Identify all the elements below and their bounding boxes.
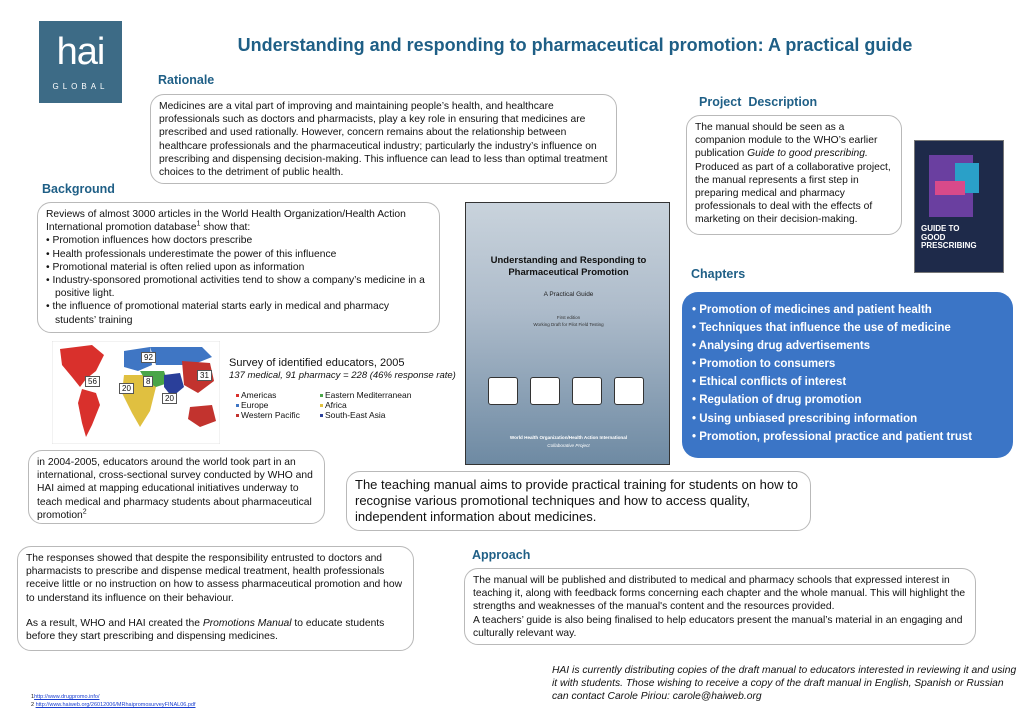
map-count-eastern-mediterranean: 8 [143, 376, 153, 387]
list-item: • Health professionals underestimate the power of this influence [46, 248, 431, 261]
aim-box: The teaching manual aims to provide practical training for students on how to recognise various promotional techniques and how to access quality, independent information about medicines. [346, 471, 811, 531]
map-count-western-pacific: 31 [197, 370, 212, 381]
background-intro: Reviews of almost 3000 articles in the World Health Organization/Health Action International promotion database$^1$ show that: [46, 209, 406, 234]
chapter-item: • Techniques that influence the use of medicine [692, 319, 1003, 337]
chapters-box [682, 292, 1013, 458]
background-box [37, 202, 440, 333]
map-count-americas: 56 [85, 376, 100, 387]
legend-western-pacific: Western Pacific [236, 410, 300, 420]
legend-africa: Africa [320, 400, 347, 410]
cover-title: Understanding and Responding to Pharmaceutical Promotion [490, 255, 647, 278]
cover-icon-cup [572, 377, 602, 405]
list-item: • Promotion influences how doctors prescribe [46, 234, 431, 247]
approach-heading: Approach [472, 548, 531, 562]
chapter-item: • Regulation of drug promotion [692, 391, 1003, 409]
rationale-box [150, 94, 617, 184]
chapter-item: • Promotion, professional practice and patient trust [692, 428, 1003, 446]
footnotes [31, 693, 196, 709]
list-item: • the influence of promotional material starts early in medical and pharmacy students’ training [46, 300, 431, 326]
chapter-item: • Promotion to consumers [692, 355, 1003, 373]
chapter-item: • Promotion of medicines and patient health [692, 301, 1003, 319]
hai-global-logo [39, 21, 122, 103]
survey-subtitle: 137 medical, 91 pharmacy = 228 (46% response rate) [229, 370, 456, 381]
map-count-europe: 92 [141, 352, 156, 363]
legend-south-east-asia: South-East Asia [320, 410, 385, 420]
project-box: The manual should be seen as a companion module to the WHO’s earlier publication Guide to good prescribing. Produced as part of a collaborative project, the manual represents a first step in preparing medical and pharmacy professionals to deal with the effects of marketing on their decision-making. [686, 115, 902, 235]
list-item: • Industry-sponsored promotional activities tend to show a company’s medicine in a positive light. [46, 274, 431, 300]
cover-icon-pills [488, 377, 518, 405]
footnote-2: 2 http://www.haiweb.org/26012006/MRhaipromosurveyFINAL06.pdf [31, 702, 196, 708]
cover-project: Collaborative Project [547, 443, 590, 448]
footnote-link[interactable]: http://www.haiweb.org/26012006/MRhaipromosurveyFINAL06.pdf [35, 702, 196, 708]
cover-draft: Working Draft for Pilot Field Testing [533, 322, 604, 327]
survey-box: in 2004-2005, educators around the world took part in an international, cross-sectional survey conducted by WHO and HAI aimed at mapping educational initiatives underway to teach medical and pharmacy students about pharmaceutical promotion$^2$ [28, 450, 325, 524]
world-map [52, 341, 220, 444]
closing-note: HAI is currently distributing copies of the draft manual to educators interested in reviewing it and using it with students. Those wishing to receive a copy of the draft manual in English, Spanish or Russian can contact Carole Piriou: carole@haiweb.org [552, 665, 1017, 702]
guide-cover-title: GUIDE TO GOOD PRESCRIBING [921, 224, 977, 250]
map-count-africa: 20 [119, 383, 134, 394]
cover-icon-book [614, 377, 644, 405]
rationale-text: Medicines are a vital part of improving and maintaining people’s health, and healthcare professionals such as doctors and pharmacists, play a key role in ensuring that medicines are prescribed and used rationally. However, concern remains about the relationship between healthcare professionals and the pharmaceutical industry; particularly the industry’s influence on prescribing and dispensing decision-making. This influence can lead to less than optimal treatment choices to the detriment of public health. [159, 101, 608, 179]
cover-edition: First edition [556, 315, 581, 320]
legend-eastern-mediterranean: Eastern Mediterranean [320, 390, 411, 400]
chapters-heading: Chapters [691, 267, 746, 281]
map-count-south-east-asia: 20 [162, 393, 177, 404]
legend-europe: Europe [236, 400, 268, 410]
chapters-list [692, 301, 1003, 446]
list-item: • Promotional material is often relied upon as information [46, 261, 431, 274]
manual-cover [465, 202, 670, 465]
background-heading: Background [42, 182, 115, 196]
guide-cover-image [914, 140, 1004, 273]
project-heading: Project Description [699, 95, 818, 109]
cover-publisher: World Health Organization/Health Action International [509, 435, 628, 440]
chapter-item: • Analysing drug advertisements [692, 337, 1003, 355]
survey-title: Survey of identified educators, 2005 [229, 357, 405, 369]
rationale-heading: Rationale [158, 73, 215, 87]
chapter-item: • Using unbiased prescribing information [692, 410, 1003, 428]
footnote-1: 1http://www.drugpromo.info/ [31, 694, 100, 700]
poster-title: Understanding and responding to pharmaceutical promotion: A practical guide [237, 35, 913, 55]
approach-paragraph-2: A teachers’ guide is also being finalised to help educators present the manual’s material in an engaging and culturally relevant way. [473, 614, 963, 639]
logo-main-text: hai [56, 31, 105, 73]
approach-box [464, 568, 976, 645]
chapter-item: • Ethical conflicts of interest [692, 373, 1003, 391]
responses-paragraph-1: The responses showed that despite the responsibility entrusted to doctors and pharmacists to prescribe and dispense medical treatment, health professionals receive little or no instruction on how to assess pharmaceutical promotion and how to understand its influence on their behaviour. [26, 553, 403, 604]
approach-paragraph-1: The manual will be published and distributed to medical and pharmacy schools that expressed interest in teaching it, along with feedback forms concerning each chapter and the whole manual. This will highlight the strengths and weaknesses of the manual's content and the resources provided. [473, 575, 966, 613]
responses-paragraph-2: As a result, WHO and HAI created the Promotions Manual to educate students before they start prescribing and dispensing medicines. [26, 617, 385, 643]
cover-icon-dispense [530, 377, 560, 405]
cover-subtitle: A Practical Guide [543, 291, 594, 298]
logo-sub-text: GLOBAL [52, 82, 109, 91]
legend-americas: Americas [236, 390, 276, 400]
responses-box [17, 546, 414, 651]
background-list [46, 234, 431, 326]
footnote-link[interactable]: http://www.drugpromo.info/ [34, 694, 100, 700]
